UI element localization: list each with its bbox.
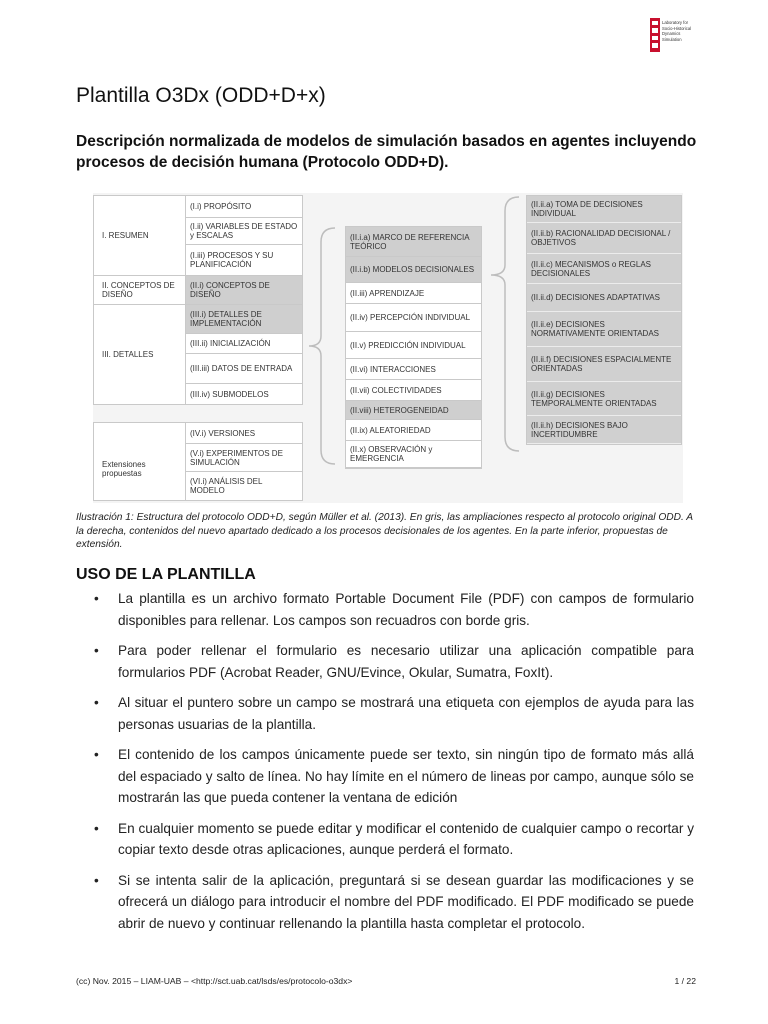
- list-item-text: Para poder rellenar el formulario es necesario utilizar una aplicación compatible para formularios PDF (Acrobat Reader, GNU/Evince, Okular, Sumatra, FoxIt).: [118, 643, 694, 680]
- figure-cell: (II.ii.g) DECISIONES TEMPORALMENTE ORIENTADAS: [527, 382, 681, 416]
- figure-cell: (II.iii) APRENDIZAJE: [346, 283, 481, 304]
- page-number: 1 / 22: [674, 976, 696, 986]
- figure-cell: (II.ii.f) DECISIONES ESPACIALMENTE ORIENTADAS: [527, 347, 681, 382]
- section-heading: USO DE LA PLANTILLA: [76, 566, 256, 583]
- figure-cell: (I.ii) VARIABLES DE ESTADO y ESCALAS: [186, 218, 302, 245]
- figure-cell: (II.ii.d) DECISIONES ADAPTATIVAS: [527, 284, 681, 312]
- bullet-icon: •: [94, 747, 99, 762]
- section-resumen: [94, 196, 302, 276]
- section-extensiones: [94, 423, 302, 500]
- figure-cell: (II.viii) HETEROGENEIDAD: [346, 401, 481, 420]
- logo-line: Simulation: [662, 36, 682, 42]
- figure-cell: (III.i) DETALLES DE IMPLEMENTACIÓN: [186, 305, 302, 334]
- concepts-subsections: [345, 226, 482, 469]
- figure-cell: (II.i.b) MODELOS DECISIONALES: [346, 257, 481, 283]
- list-item-text: Al situar el puntero sobre un campo se mostrará una etiqueta con ejemplos de ayuda para las personas usuarias de la plantilla.: [118, 695, 694, 732]
- bullet-icon: •: [94, 643, 99, 658]
- section-label: I. RESUMEN: [94, 196, 186, 275]
- bullet-icon: •: [94, 695, 99, 710]
- document-subtitle: Descripción normalizada de modelos de simulación basados en agentes incluyendo procesos de decisión humana (Protocolo ODD+D).: [76, 133, 697, 171]
- figure-cell: (II.ii.e) DECISIONES NORMATIVAMENTE ORIENTADAS: [527, 312, 681, 347]
- figure-cell: (II.ii.c) MECANISMOS o REGLAS DECISIONALES: [527, 254, 681, 284]
- list-item-text: En cualquier momento se puede editar y modificar el contenido de cualquier campo o recortar y copiar texto desde otras aplicaciones, aunque perderá el formato.: [118, 820, 694, 857]
- figure-cell: (III.ii) INICIALIZACIÓN: [186, 334, 302, 354]
- figure-cell: (II.iv) PERCEPCIÓN INDIVIDUAL: [346, 304, 481, 332]
- bullet-icon: •: [94, 872, 99, 888]
- figure-cell: (II.x) OBSERVACIÓN y EMERGENCIA: [346, 441, 481, 468]
- brace-icon: [305, 226, 341, 466]
- figure-cell: (II.v) PREDICCIÓN INDIVIDUAL: [346, 332, 481, 359]
- section-label: II. CONCEPTOS DE DISEÑO: [94, 276, 186, 304]
- figure-cell: (III.iii) DATOS DE ENTRADA: [186, 354, 302, 384]
- brace-icon: [485, 195, 523, 453]
- lab-logo: [650, 18, 710, 52]
- logo-line: Socio-Historical: [662, 25, 692, 31]
- figure-cell: (I.i) PROPÓSITO: [186, 196, 302, 218]
- figure-cell: (II.ix) ALEATORIEDAD: [346, 420, 481, 441]
- decision-subsections: [526, 195, 682, 445]
- page-footer: [76, 976, 696, 986]
- usage-list: [76, 588, 694, 943]
- figure-caption: Ilustración 1: Estructura del protocolo ODD+D, según Müller et al. (2013). En gris, las ampliaciones respecto al protocolo original ODD. A la derecha, contenidos del nuevo apartado dedicado a los procesos decisionales de los agentes. En la parte inferior, propuestas de extensión.: [76, 512, 693, 550]
- logo-text: [662, 20, 691, 42]
- figure-cell: (II.i.a) MARCO DE REFERENCIA TEÓRICO: [346, 227, 481, 257]
- list-item-text: El contenido de los campos únicamente puede ser texto, sin ningún tipo de formato más allá del espaciado y salto de línea. No hay límite en el número de lineas por campo, aunque sólo se mostrarán las que pueda contener la ventana de edición: [118, 747, 694, 805]
- bullet-icon: •: [94, 591, 99, 606]
- logo-line: Laboratory for: [662, 20, 689, 25]
- odd-extension-sections: [93, 422, 303, 501]
- section-label: Extensiones propuestas: [94, 423, 186, 500]
- list-item-text: Si se intenta salir de la aplicación, preguntará si se desean guardar las modificaciones y se ofrecerá un diálogo para introducir el nombre del PDF modificado. El PDF modificado se puede abrir de nuevo y continuar rellenando la plantilla hasta completar el protocolo.: [118, 872, 694, 931]
- section-label: III. DETALLES: [94, 305, 186, 404]
- list-item: [76, 870, 694, 935]
- logo-mark-icon: [650, 18, 660, 52]
- figure-cell: (II.vi) INTERACCIONES: [346, 359, 481, 380]
- figure-cell: (II.vii) COLECTIVIDADES: [346, 380, 481, 401]
- figure-cell: (II.ii.a) TOMA DE DECISIONES INDIVIDUAL: [527, 196, 681, 223]
- list-item: [76, 692, 694, 735]
- bullet-icon: •: [94, 820, 99, 836]
- list-item: [76, 818, 694, 861]
- figure-cell: (II.ii.h) DECISIONES BAJO INCERTIDUMBRE: [527, 416, 681, 444]
- figure-cell: (II.i) CONCEPTOS DE DISEÑO: [186, 276, 302, 304]
- figure-cell: (IV.i) VERSIONES: [186, 423, 302, 444]
- figure-cell: (VI.i) ANÁLISIS DEL MODELO: [190, 477, 263, 495]
- figure-cell: (V.i) EXPERIMENTOS DE SIMULACIÓN: [186, 444, 302, 472]
- odd-main-sections: [93, 195, 303, 405]
- list-item-text: La plantilla es un archivo formato Portable Document File (PDF) con campos de formulario disponibles para rellenar. Los campos son recuadros con borde gris.: [118, 591, 694, 628]
- document-title: Plantilla O3Dx (ODD+D+x): [76, 84, 326, 107]
- list-item: [76, 744, 694, 809]
- list-item: [76, 640, 694, 683]
- section-detalles: [94, 305, 302, 404]
- list-item: [76, 588, 694, 631]
- figure-cell: (III.iv) SUBMODELOS: [190, 389, 269, 399]
- section-conceptos: [94, 276, 302, 305]
- logo-line: Dynamics: [662, 31, 681, 37]
- figure-cell: (II.ii.b) RACIONALIDAD DECISIONAL / OBJETIVOS: [527, 223, 681, 254]
- figure-cell: (I.iii) PROCESOS Y SU PLANIFICACIÓN: [190, 251, 274, 269]
- footer-credit: (cc) Nov. 2015 – LIAM-UAB – <http://sct.uab.cat/lsds/es/protocolo-o3dx>: [76, 976, 353, 986]
- odd-structure-figure: [93, 193, 683, 503]
